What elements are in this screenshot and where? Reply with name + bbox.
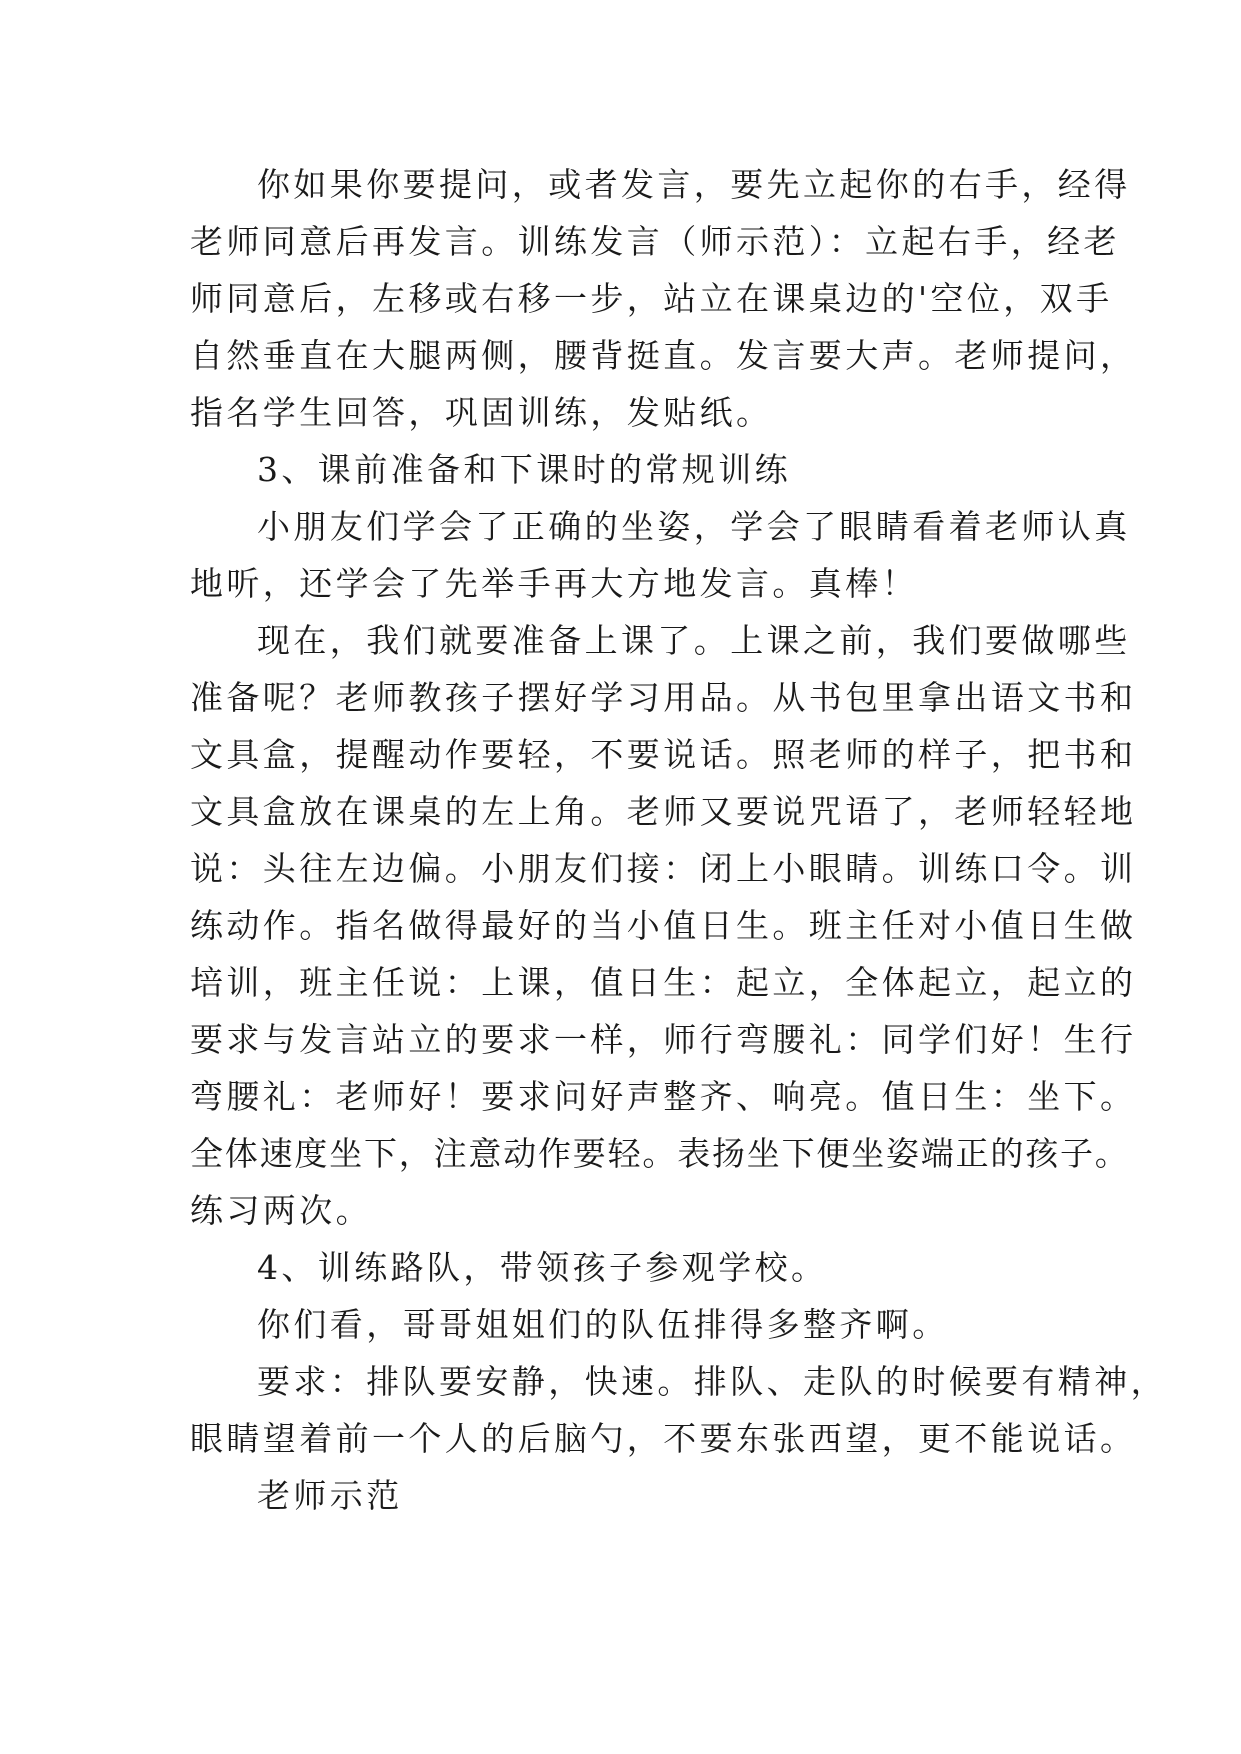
text-line: 小朋友们学会了正确的坐姿，学会了眼睛看着老师认真: [257, 507, 1131, 546]
text-line: 现在，我们就要准备上课了。上课之前，我们要做哪些: [257, 621, 1131, 660]
section-heading: 3、课前准备和下课时的常规训练: [257, 450, 791, 489]
text-line: 全体速度坐下，注意动作要轻。表扬坐下便坐姿端正的孩子。: [190, 1134, 1130, 1173]
text-line: 眼睛望着前一个人的后脑勺，不要东张西望，更不能说话。: [190, 1419, 1137, 1458]
text-line: 师同意后，左移或右移一步，站立在课桌边的'空位，双手: [190, 279, 1113, 318]
text-line: 文具盒放在课桌的左上角。老师又要说咒语了，老师轻轻地: [190, 792, 1137, 831]
text-line: 弯腰礼：老师好！要求问好声整齐、响亮。值日生：坐下。: [190, 1077, 1137, 1116]
text-line: 你如果你要提问，或者发言，要先立起你的右手，经得: [257, 165, 1131, 204]
text-line: 练动作。指名做得最好的当小值日生。班主任对小值日生做: [190, 906, 1137, 945]
section-heading: 4、训练路队，带领孩子参观学校。: [257, 1248, 828, 1287]
text-line: 说：头往左边偏。小朋友们接：闭上小眼睛。训练口令。训: [190, 849, 1137, 888]
text-line: 练习两次。: [190, 1191, 372, 1230]
text-line: 地听，还学会了先举手再大方地发言。真棒！: [190, 564, 918, 603]
text-line: 准备呢？老师教孩子摆好学习用品。从书包里拿出语文书和: [190, 678, 1137, 717]
text-line: 你们看，哥哥姐姐们的队伍排得多整齐啊。: [257, 1305, 949, 1344]
text-line: 老师示范: [257, 1476, 403, 1515]
text-line: 培训，班主任说：上课，值日生：起立，全体起立，起立的: [190, 963, 1137, 1002]
text-line: 指名学生回答，巩固训练，发贴纸。: [190, 393, 773, 432]
text-line: 要求：排队要安静，快速。排队、走队的时候要有精神，: [257, 1362, 1167, 1401]
text-line: 自然垂直在大腿两侧，腰背挺直。发言要大声。老师提问，: [190, 336, 1137, 375]
text-line: 要求与发言站立的要求一样，师行弯腰礼：同学们好！生行: [190, 1020, 1137, 1059]
text-line: 老师同意后再发言。训练发言（师示范）：立起右手，经老: [190, 222, 1120, 261]
text-line: 文具盒，提醒动作要轻，不要说话。照老师的样子，把书和: [190, 735, 1137, 774]
